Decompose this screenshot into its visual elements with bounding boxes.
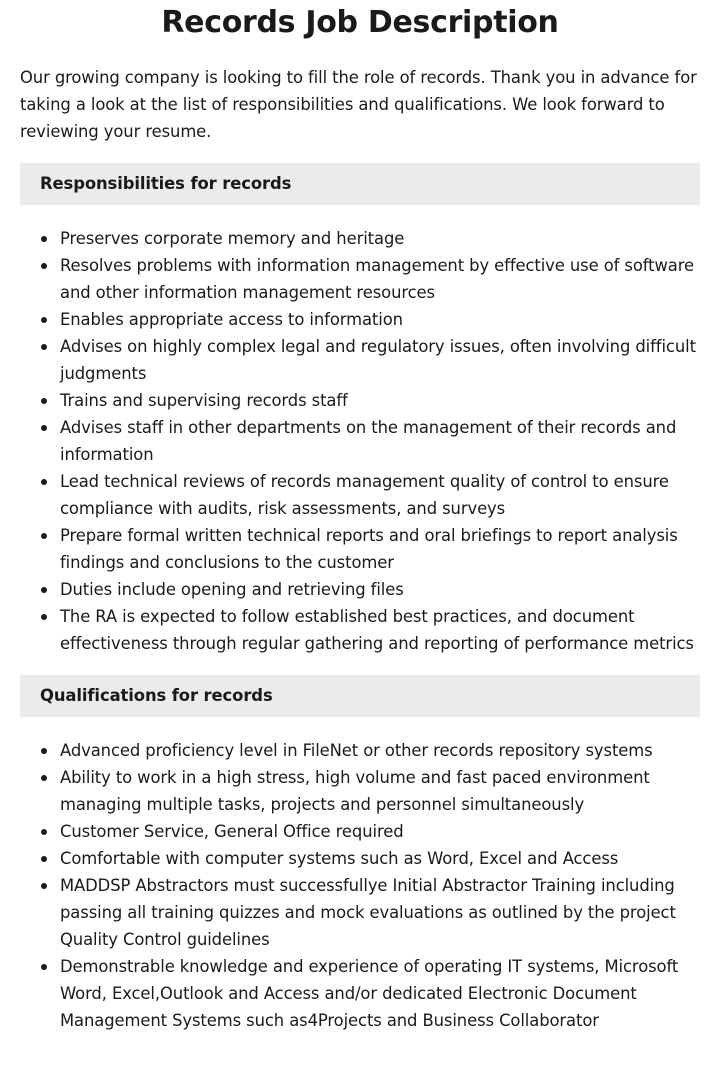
list-item: Duties include opening and retrieving files: [20, 576, 700, 603]
list-item: The RA is expected to follow established best practices, and document effectiveness through regular gathering and reporting of performance metrics: [20, 603, 700, 657]
qualifications-heading: Qualifications for records: [20, 675, 700, 717]
list-item: Advises staff in other departments on the management of their records and information: [20, 414, 700, 468]
responsibilities-list: [20, 225, 700, 657]
list-item: Demonstrable knowledge and experience of operating IT systems, Microsoft Word, Excel,Outlook and Access and/or dedicated Electronic Document Management Systems such as4Projects and Business Collaborator: [20, 953, 700, 1034]
list-item: Enables appropriate access to information: [20, 306, 700, 333]
list-item: MADDSP Abstractors must successfullye Initial Abstractor Training including passing all training quizzes and mock evaluations as outlined by the project Quality Control guidelines: [20, 872, 700, 953]
qualifications-list: [20, 737, 700, 1034]
list-item: Trains and supervising records staff: [20, 387, 700, 414]
list-item: Lead technical reviews of records management quality of control to ensure compliance with audits, risk assessments, and surveys: [20, 468, 700, 522]
responsibilities-heading: Responsibilities for records: [20, 163, 700, 205]
list-item: Resolves problems with information management by effective use of software and other information management resources: [20, 252, 700, 306]
page-title: Records Job Description: [161, 5, 559, 40]
list-item: Comfortable with computer systems such as Word, Excel and Access: [20, 845, 700, 872]
list-item: Ability to work in a high stress, high volume and fast paced environment managing multiple tasks, projects and personnel simultaneously: [20, 764, 700, 818]
intro-paragraph: Our growing company is looking to fill the role of records. Thank you in advance for taking a look at the list of responsibilities and qualifications. We look forward to reviewing your resume.: [20, 68, 697, 141]
list-item: Advises on highly complex legal and regulatory issues, often involving difficult judgments: [20, 333, 700, 387]
list-item: Customer Service, General Office required: [20, 818, 700, 845]
list-item: Preserves corporate memory and heritage: [20, 225, 700, 252]
list-item: Advanced proficiency level in FileNet or other records repository systems: [20, 737, 700, 764]
list-item: Prepare formal written technical reports and oral briefings to report analysis findings and conclusions to the customer: [20, 522, 700, 576]
